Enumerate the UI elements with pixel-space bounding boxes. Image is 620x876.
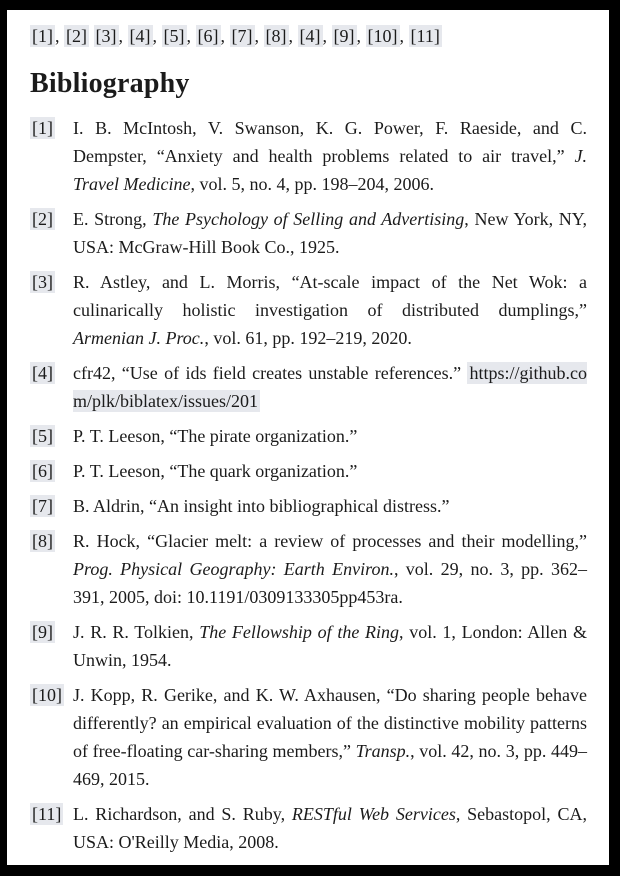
entry-title-italic: The Fellowship of the Ring <box>199 622 399 642</box>
entry-label-link[interactable]: [1] <box>32 118 53 138</box>
url-link[interactable]: https://github.com/plk/biblatex/issues/201 <box>73 363 587 411</box>
entry-label <box>30 359 73 387</box>
citation-line <box>30 22 587 50</box>
bibliography-entry <box>30 114 587 198</box>
citation-link[interactable]: [4] <box>299 26 321 46</box>
entry-text <box>73 205 587 261</box>
citation-link[interactable]: [5] <box>163 26 185 46</box>
entry-text <box>73 618 587 674</box>
entry-text <box>73 457 587 485</box>
entry-text-segment: , vol. 29, no. 3, pp. 362–391, 2005, doi: 10.1191/0309133305pp453ra. <box>73 559 587 607</box>
citation-separator: , <box>118 26 128 46</box>
entry-label <box>30 457 73 485</box>
entry-text <box>73 527 587 611</box>
bibliography-heading: Bibliography <box>30 68 190 99</box>
entry-label-link[interactable]: [8] <box>32 531 53 551</box>
citation-separator: , <box>220 26 230 46</box>
entry-label-link[interactable]: [5] <box>32 426 53 446</box>
entry-text-segment: L. Richardson, and S. Ruby, <box>73 804 292 824</box>
citation-separator: , <box>288 26 298 46</box>
bibliography-entry <box>30 457 587 485</box>
entry-text-segment: B. Aldrin, “An insight into bibliographical distress.” <box>73 496 450 516</box>
entry-text-segment: , vol. 42, no. 3, pp. 449–469, 2015. <box>73 741 587 789</box>
entry-text-segment: , Sebastopol, CA, USA: O'Reilly Media, 2008. <box>73 804 587 852</box>
citation-link[interactable]: [10] <box>367 26 398 46</box>
entry-text-segment: P. T. Leeson, “The pirate organization.” <box>73 426 358 446</box>
entry-label <box>30 800 73 828</box>
entry-text-segment: P. T. Leeson, “The quark organization.” <box>73 461 358 481</box>
citation-separator: , <box>399 26 409 46</box>
citation-link[interactable]: [4] <box>129 26 151 46</box>
entry-label <box>30 681 73 709</box>
entry-label-link[interactable]: [2] <box>32 209 53 229</box>
entry-label <box>30 527 73 555</box>
entry-label-link[interactable]: [7] <box>32 496 53 516</box>
citation-link[interactable]: [9] <box>333 26 355 46</box>
citation-link[interactable]: [6] <box>197 26 219 46</box>
entry-text <box>73 268 587 352</box>
citation-link[interactable]: [11] <box>410 26 440 46</box>
entry-text-segment: , vol. 1, London: Allen & Unwin, 1954. <box>73 622 587 670</box>
entry-text <box>73 114 587 198</box>
pdf-page <box>7 10 609 865</box>
bibliography-entry <box>30 359 587 415</box>
bibliography-entry <box>30 681 587 793</box>
citation-link[interactable]: [1] <box>32 26 53 46</box>
entry-title-italic: RESTful Web Services <box>291 804 456 824</box>
entry-label-link[interactable]: [11] <box>32 804 62 824</box>
citation-separator: , <box>186 26 196 46</box>
entry-label-link[interactable]: [9] <box>32 622 53 642</box>
entry-label <box>30 492 73 520</box>
citation-separator: , <box>55 26 64 46</box>
entry-text-segment: R. Astley, and L. Morris, “At-scale impact of the Net Wok: a culinarically holistic investigation of distributed dumplings,” <box>73 272 587 320</box>
bibliography-entry <box>30 422 587 450</box>
entry-text <box>73 492 587 520</box>
bibliography-entry <box>30 205 587 261</box>
entry-label-link[interactable]: [3] <box>32 272 53 292</box>
entry-text-segment: J. Kopp, R. Gerike, and K. W. Axhausen, “Do sharing people behave differently? an empirical evaluation of the distinctive mobility patterns of free-floating car-sharing members,” <box>73 685 587 761</box>
citation-link[interactable]: [3] <box>95 26 117 46</box>
bibliography-entry <box>30 492 587 520</box>
entry-text-segment: E. Strong, <box>73 209 153 229</box>
entry-label <box>30 114 73 142</box>
entry-label <box>30 268 73 296</box>
entry-text <box>73 681 587 793</box>
entry-label <box>30 618 73 646</box>
entry-text-segment: I. B. McIntosh, V. Swanson, K. G. Power, F. Raeside, and C. Dempster, “Anxiety and health problems related to air travel,” <box>73 118 587 166</box>
entry-text <box>73 422 587 450</box>
entry-title-italic: Armenian J. Proc. <box>73 328 205 348</box>
citation-link[interactable]: [2] <box>66 26 87 46</box>
entry-text-segment: , vol. 5, no. 4, pp. 198–204, 2006. <box>190 174 434 194</box>
entry-label <box>30 205 73 233</box>
bibliography-entry <box>30 527 587 611</box>
bibliography-entry <box>30 618 587 674</box>
entry-title-italic: The Psychology of Selling and Advertising <box>152 209 465 229</box>
citation-separator: , <box>254 26 264 46</box>
citation-link[interactable]: [7] <box>231 26 253 46</box>
citation-link[interactable]: [8] <box>265 26 287 46</box>
entry-label-link[interactable]: [6] <box>32 461 53 481</box>
entry-label-link[interactable]: [4] <box>32 363 53 383</box>
entry-title-italic: Transp. <box>355 741 411 761</box>
entry-label <box>30 422 73 450</box>
citation-separator: , <box>322 26 332 46</box>
citation-separator: , <box>152 26 162 46</box>
entry-text <box>73 359 587 415</box>
entry-title-italic: J. Travel Medicine <box>73 146 587 194</box>
entry-text-segment: , vol. 61, pp. 192–219, 2020. <box>204 328 412 348</box>
citation-separator <box>89 26 94 46</box>
bibliography-entry <box>30 268 587 352</box>
entry-text <box>73 800 587 856</box>
bibliography-entry <box>30 800 587 856</box>
entry-text-segment: cfr42, “Use of ids field creates unstable references.” <box>73 363 468 383</box>
entry-title-italic: Prog. Physical Geography: Earth Environ. <box>73 559 394 579</box>
citation-separator: , <box>356 26 366 46</box>
entry-text-segment: J. R. R. Tolkien, <box>73 622 200 642</box>
entry-text-segment: , New York, NY, USA: McGraw-Hill Book Co., 1925. <box>73 209 587 257</box>
entry-label-link[interactable]: [10] <box>32 685 62 705</box>
entry-text-segment: R. Hock, “Glacier melt: a review of processes and their modelling,” <box>73 531 587 551</box>
bibliography-list <box>30 114 587 856</box>
